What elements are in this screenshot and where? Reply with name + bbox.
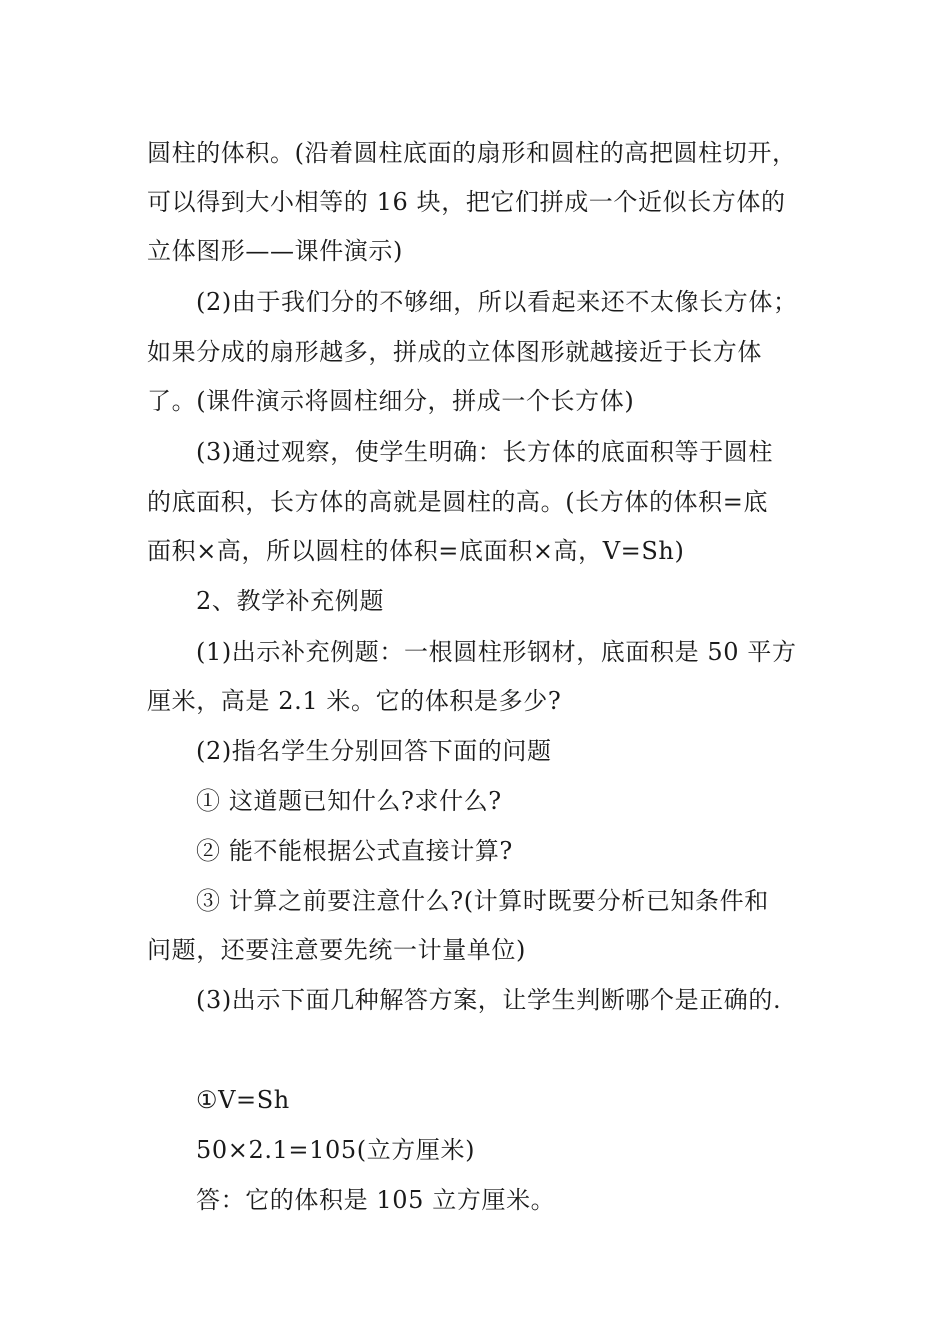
text-line: 如果分成的扇形越多，拼成的立体图形就越接近于长方体 [147,338,762,366]
question-item-2: ② 能不能根据公式直接计算? [196,837,513,865]
paragraph-solutions: (3)出示下面几种解答方案，让学生判断哪个是正确的. [196,986,782,1014]
text-line: 问题，还要注意要先统一计量单位) [147,936,526,964]
text-line: 了。(课件演示将圆柱细分，拼成一个长方体) [147,387,635,415]
example-question: (1)出示补充例题：一根圆柱形钢材，底面积是 50 平方 [196,638,797,666]
solution-formula: ①V=Sh [196,1086,290,1114]
solution-calculation: 50×2.1=105(立方厘米) [196,1136,476,1164]
text-line: 圆柱的体积。(沿着圆柱底面的扇形和圆柱的高把圆柱切开， [147,139,797,167]
section-heading: 2、教学补充例题 [196,587,385,615]
paragraph-questions: (2)指名学生分别回答下面的问题 [196,737,552,765]
question-item-1: ① 这道题已知什么?求什么? [196,787,502,815]
solution-answer: 答：它的体积是 105 立方厘米。 [196,1186,556,1214]
text-line: 的底面积，长方体的高就是圆柱的高。(长方体的体积=底 [147,488,769,516]
question-item-3: ③ 计算之前要注意什么?(计算时既要分析已知条件和 [196,887,769,915]
text-line: 厘米，高是 2.1 米。它的体积是多少? [147,687,562,715]
text-line: 可以得到大小相等的 16 块，把它们拼成一个近似长方体的 [147,188,786,216]
paragraph-step-3: (3)通过观察，使学生明确：长方体的底面积等于圆柱 [196,438,773,466]
paragraph-step-2: (2)由于我们分的不够细，所以看起来还不太像长方体； [196,288,798,316]
text-line: 立体图形——课件演示) [147,237,403,265]
text-line: 面积×高，所以圆柱的体积=底面积×高，V=Sh) [147,537,685,565]
